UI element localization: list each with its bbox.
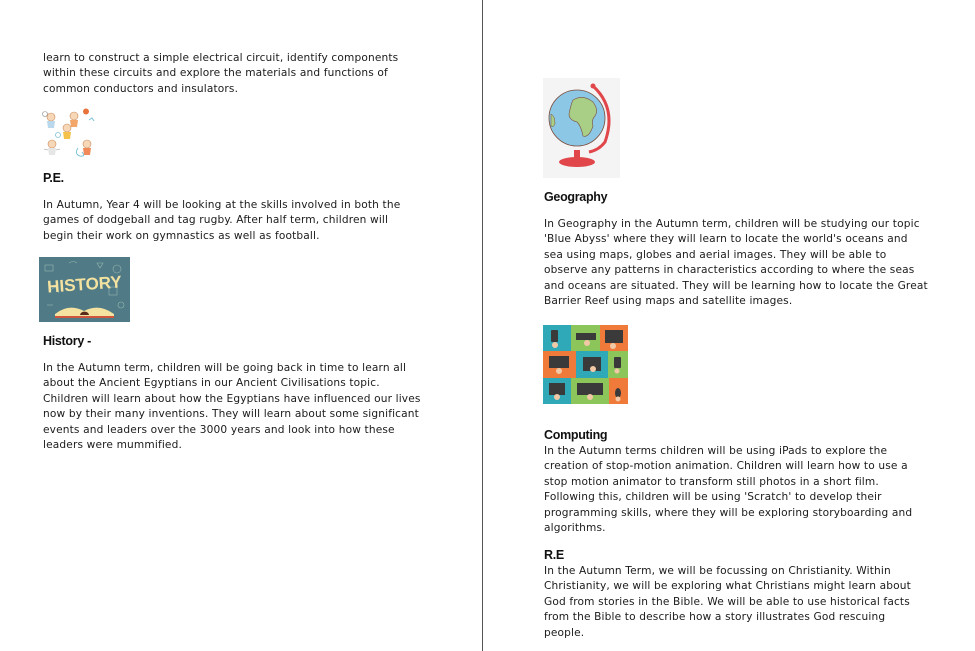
history-paragraph: In the Autumn term, children will be going back in time to learn all about the Ancient Egyptians in our Ancient Civilisations topic. Children will learn about how the Egyptians have influenced our lives now by their many inventions. They will learn about some significant events and leaders over the 3000 years and look into how these leaders were mummified. [43, 362, 421, 452]
devices-grid-icon [543, 325, 628, 404]
re-paragraph: In the Autumn Term, we will be focussing on Christianity. Within Christianity, we will be exploring what Christians might learn about God from stories in the Bible. We will be able to use historical facts from the Bible to describe how a story illustrates God rescuing people. [544, 565, 911, 639]
geography-paragraph: In Geography in the Autumn term, children will be studying our topic 'Blue Abyss' where they will learn to locate the world's oceans and sea using maps, globes and aerial images. They will be able to observe any patterns in characteristics according to where the seas and oceans are situated. They will be learning how to locate the Great Barrier Reef using maps and satellite images. [544, 218, 928, 308]
re-heading: R.E [544, 548, 564, 562]
computing-paragraph: In the Autumn terms children will be using iPads to explore the creation of stop-motion animation. Children will learn how to use a stop motion animator to transform still photos in a short film. Following this, children will be using 'Scratch' to develop their programming skills, where they will be exploring storyboarding and algorithms. [544, 445, 913, 535]
globe-icon [543, 78, 620, 178]
science-intro-paragraph: learn to construct a simple electrical circuit, identify components within these circuits and explore the materials and functions of common conductors and insulators. [43, 52, 399, 95]
geography-heading: Geography [544, 190, 608, 204]
history-book-icon [39, 257, 130, 322]
history-image-text: HISTORY [46, 272, 123, 297]
pe-heading: P.E. [43, 171, 64, 185]
history-heading: History - [43, 334, 92, 348]
pe-paragraph: In Autumn, Year 4 will be looking at the skills involved in both the games of dodgeball and tag rugby. After half term, children will begin their work on gymnastics as well as football. [43, 199, 401, 242]
children-playing-sports-icon [42, 108, 104, 160]
page-divider [482, 0, 483, 651]
computing-heading: Computing [544, 428, 608, 442]
